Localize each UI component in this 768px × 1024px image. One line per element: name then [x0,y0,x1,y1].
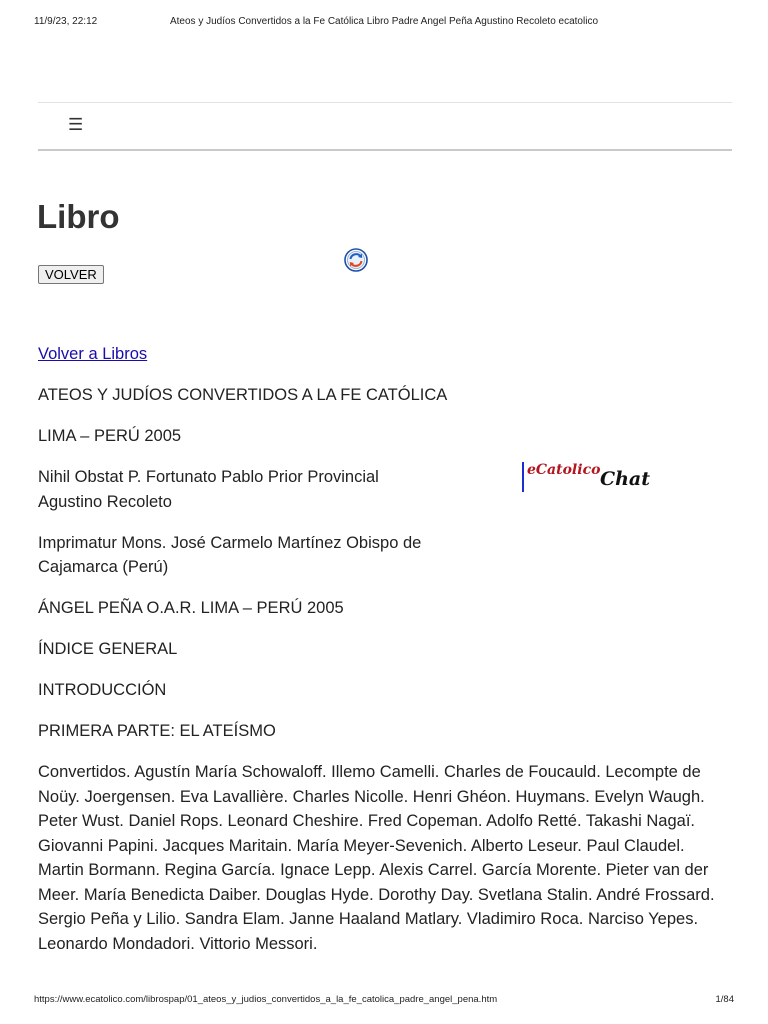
print-date: 11/9/23, 22:12 [34,16,98,27]
book-title: ATEOS Y JUDÍOS CONVERTIDOS A LA FE CATÓLICA [38,386,448,404]
page-count: 1/84 [715,994,734,1005]
part-one-heading: PRIMERA PARTE: EL ATEÍSMO [38,722,276,740]
page-title: Libro [37,198,120,235]
print-header [34,16,734,30]
chat-logo-word: Chat [600,468,651,490]
nihil-obstat: Nihil Obstat P. Fortunato Pablo Prior Provincial Agustino Recoleto [38,468,379,511]
top-navbar [38,102,732,151]
volver-a-libros-link[interactable]: Volver a Libros [38,345,148,363]
volver-button[interactable]: VOLVER [38,265,104,284]
introduction-heading: INTRODUCCIÓN [38,681,167,699]
book-content [38,342,734,973]
imprimatur: Imprimatur Mons. José Carmelo Martínez Obispo de Cajamarca (Perú) [38,533,422,576]
author-line: ÁNGEL PEÑA O.A.R. LIMA – PERÚ 2005 [38,599,344,617]
refresh-icon[interactable] [344,248,368,272]
place-year: LIMA – PERÚ 2005 [38,427,182,445]
print-footer [34,994,734,1008]
index-heading: ÍNDICE GENERAL [38,640,178,658]
chat-logo-brand: eCatolico [527,462,601,478]
print-document-title: Ateos y Judíos Convertidos a la Fe Católica Libro Padre Angel Peña Agustino Recoleto ecatolico [169,16,599,27]
hamburger-menu-icon[interactable]: ☰ [68,115,84,134]
print-url: https://www.ecatolico.com/librospap/01_ateos_y_judios_convertidos_a_la_fe_catolica_padre_angel_pena.htm [34,994,498,1005]
converts-paragraph: Convertidos. Agustín María Schowaloff. Illemo Camelli. Charles de Foucauld. Lecompte de Noüy. Joergensen. Eva Lavallière. Charles Nicolle. Henri Ghéon. Huymans. Evelyn Waugh. Peter Wust. Daniel Rops. Leonard Cheshire. Fred Copeman. Adolfo Retté. Takashi Nagaï. Giovanni Papini. Jacques Maritain. María Meyer-Sevenich. Alberto Leseur. Paul Claudel. Martin Bormann. Regina García. Ignace Lepp. Alexis Carrel. García Morente. Pieter van der Meer. María Benedicta Daiber. Douglas Hyde. Dorothy Day. Svetlana Stalin. André Frossard. Sergio Peña y Lilio. Sandra Elam. Janne Haaland Matlary. Vladimiro Roca. Narciso Yepes. Leonardo Mondadori. Vittorio Messori. [38,763,715,953]
